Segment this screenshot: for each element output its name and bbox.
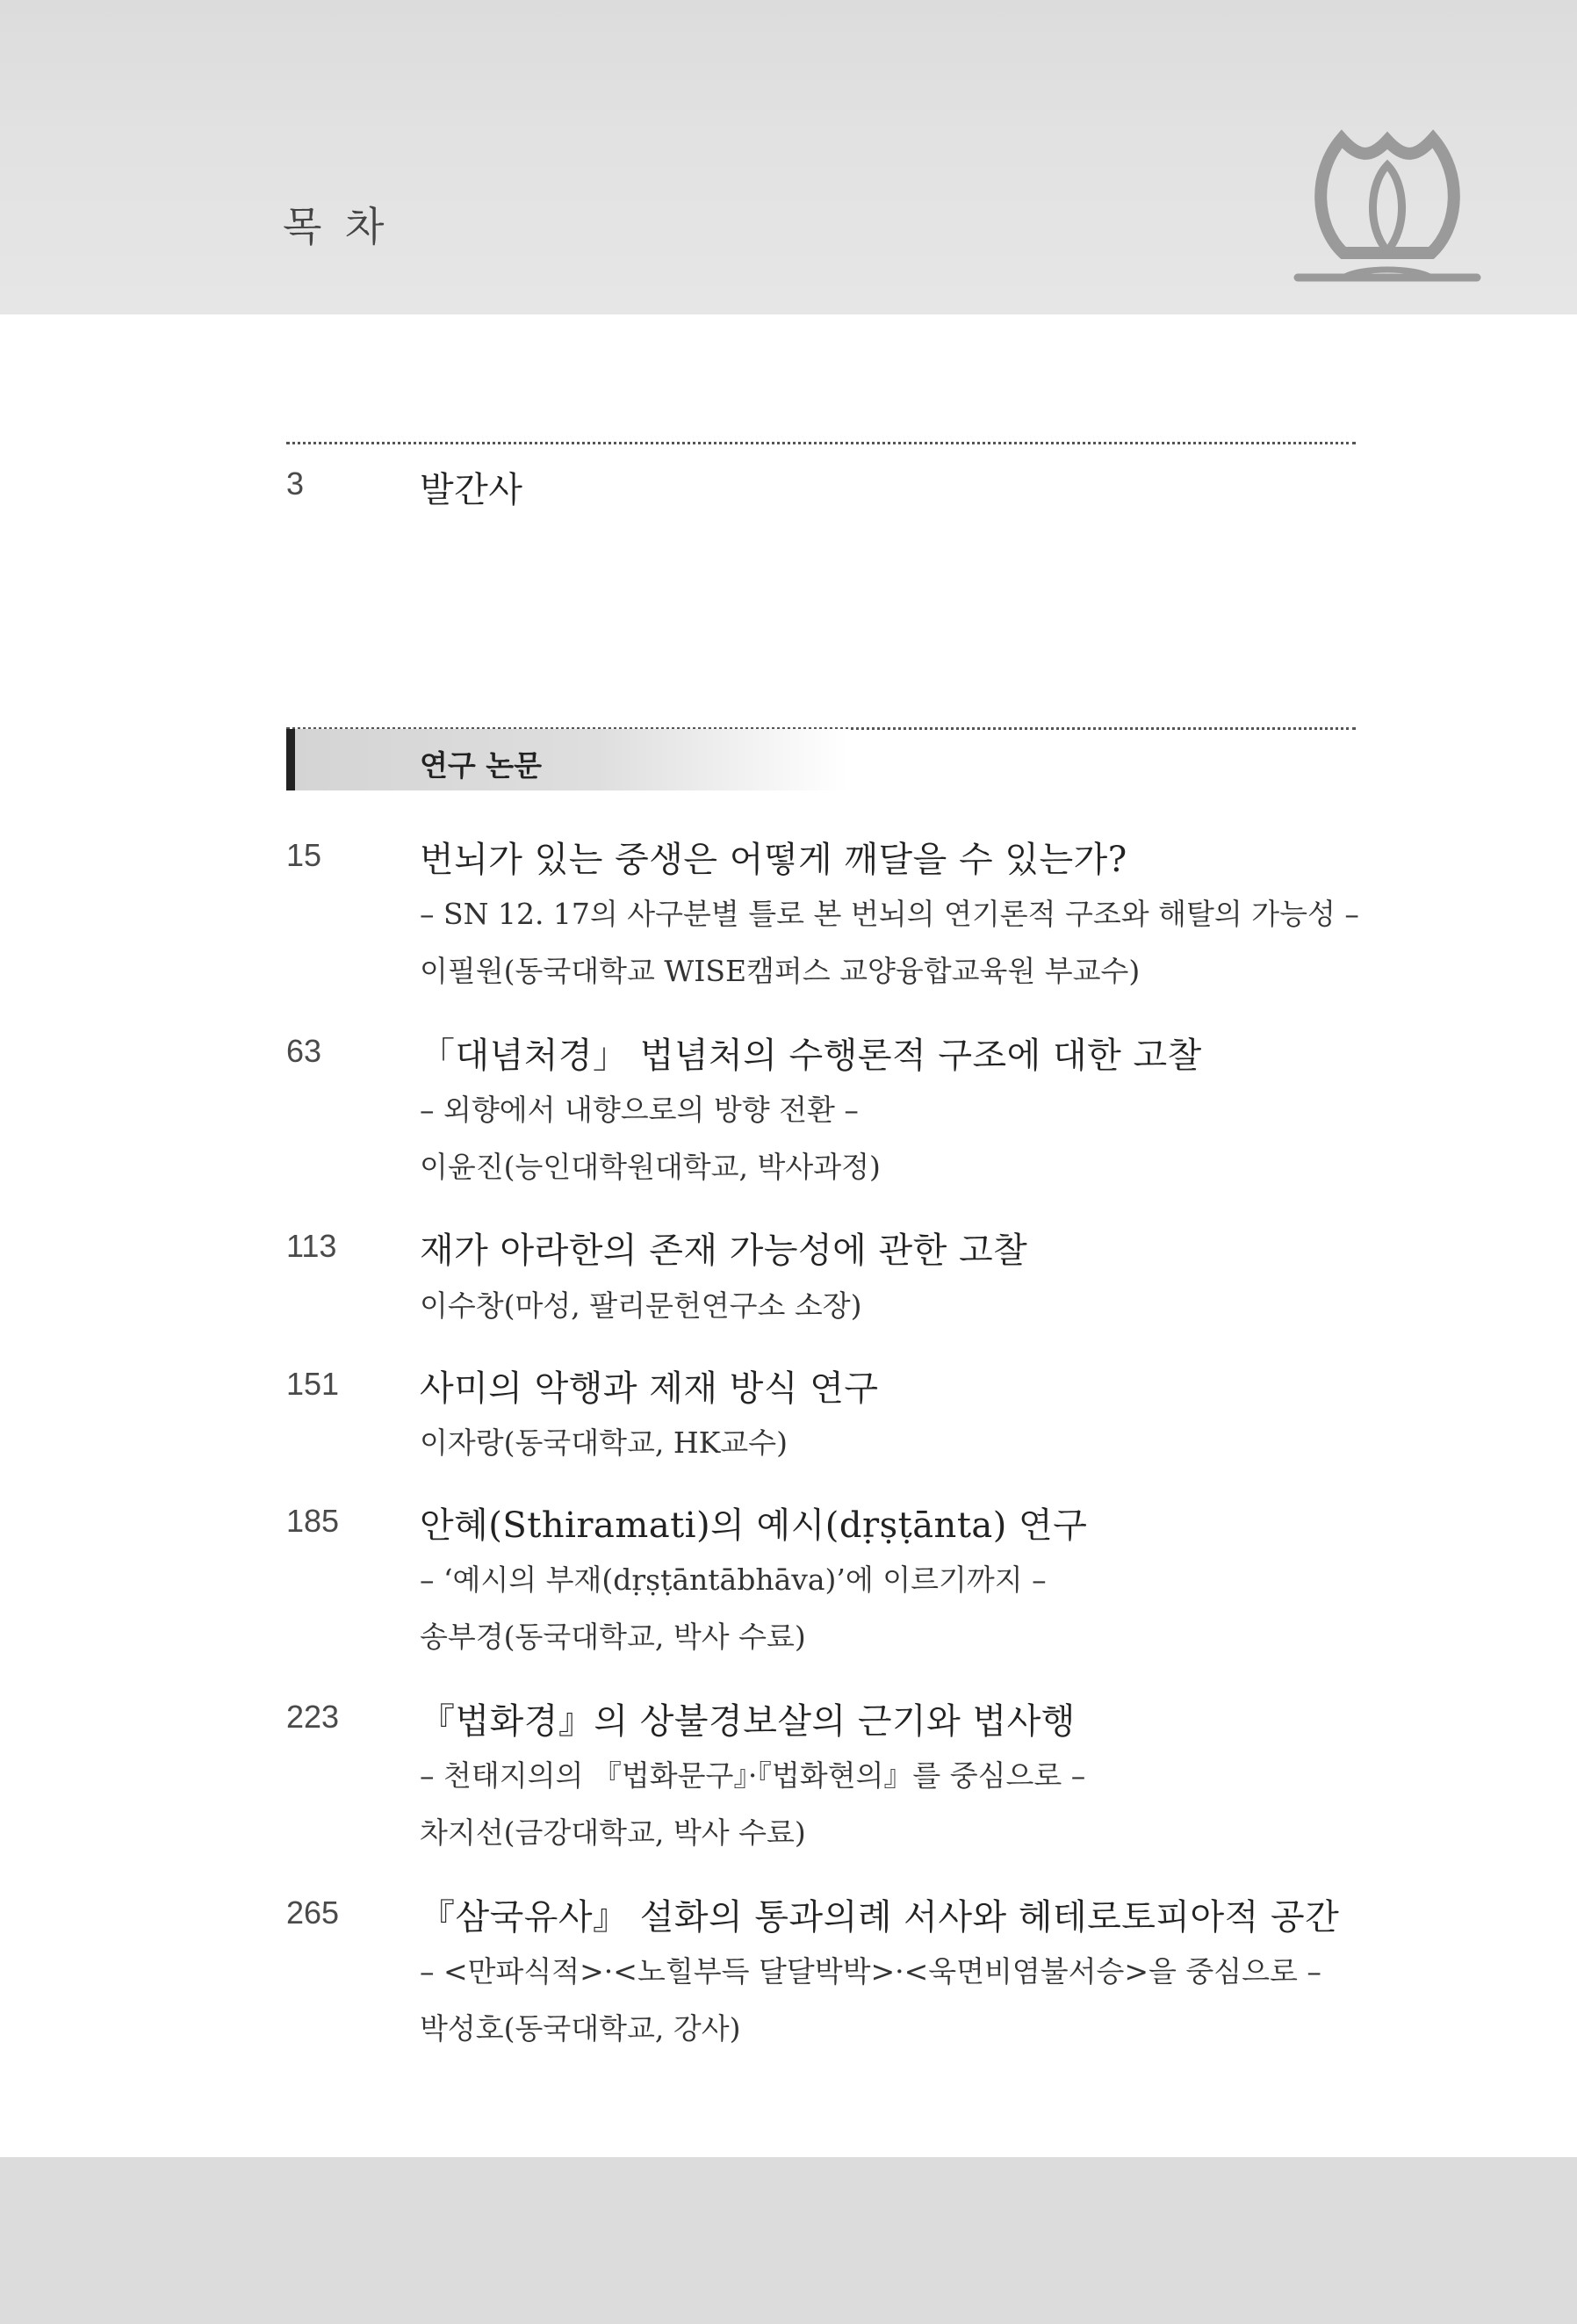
entry-author: 이수창(마성, 팔리문헌연구소 소장) [420,1288,862,1323]
entry-author: 박성호(동국대학교, 강사) [420,2011,741,2046]
entry-subtitle: – ‘예시의 부재(dṛṣṭāntābhāva)’에 이르기까지 – [420,1563,1047,1597]
entry-author: 이필원(동국대학교 WISE캠퍼스 교양융합교육원 부교수) [420,954,1141,988]
lotus-logo-icon [1291,121,1484,297]
header-band [0,0,1577,314]
entry-title[interactable]: 재가 아라한의 존재 가능성에 관한 고찰 [420,1231,1028,1271]
entry-page-number: 265 [286,1895,340,1931]
entry-subtitle: – 외향에서 내향으로의 방향 전환 – [420,1093,859,1127]
entry-subtitle: – SN 12. 17의 사구분별 틀로 본 번뇌의 연기론적 구조와 해탈의 가능성 – [420,897,1359,931]
footer-band [0,2157,1577,2324]
section-label: 연구 논문 [420,748,543,783]
entry-subtitle: – <만파식적>·<노힐부득 달달박박>·<욱면비염불서승>을 중심으로 – [420,1954,1321,1988]
entry-page-number: 185 [286,1503,340,1539]
entry-page-number: 15 [286,837,322,873]
entry-title[interactable]: 『삼국유사』 설화의 통과의례 서사와 헤테로토피아적 공간 [420,1897,1340,1938]
preface-divider [286,442,1356,444]
entry-author: 이자랑(동국대학교, HK교수) [420,1425,788,1460]
entry-page-number: 223 [286,1699,340,1735]
entry-title[interactable]: 번뇌가 있는 중생은 어떻게 깨달을 수 있는가? [420,840,1127,880]
entry-title[interactable]: 「대념처경」 법념처의 수행론적 구조에 대한 고찰 [420,1036,1202,1076]
entry-page-number: 63 [286,1033,322,1069]
preface-title[interactable]: 발간사 [420,470,523,510]
entry-page-number: 113 [286,1228,337,1264]
entry-page-number: 151 [286,1366,340,1402]
entry-author: 차지선(금강대학교, 박사 수료) [420,1815,806,1850]
entry-author: 이윤진(능인대학원대학교, 박사과정) [420,1150,881,1184]
section-header-bar [286,729,848,790]
entry-title[interactable]: 사미의 악행과 제재 방식 연구 [420,1368,879,1409]
page-title: 목 차 [283,203,390,250]
entry-subtitle: – 천태지의의 『법화문구』·『법화현의』를 중심으로 – [420,1758,1086,1793]
section-header-marker [286,729,295,790]
entry-title[interactable]: 안혜(Sthiramati)의 예시(dṛṣṭānta) 연구 [420,1505,1088,1546]
preface-page-number: 3 [286,466,305,502]
entry-author: 송부경(동국대학교, 박사 수료) [420,1620,806,1654]
entry-title[interactable]: 『법화경』의 상불경보살의 근기와 법사행 [420,1701,1076,1742]
